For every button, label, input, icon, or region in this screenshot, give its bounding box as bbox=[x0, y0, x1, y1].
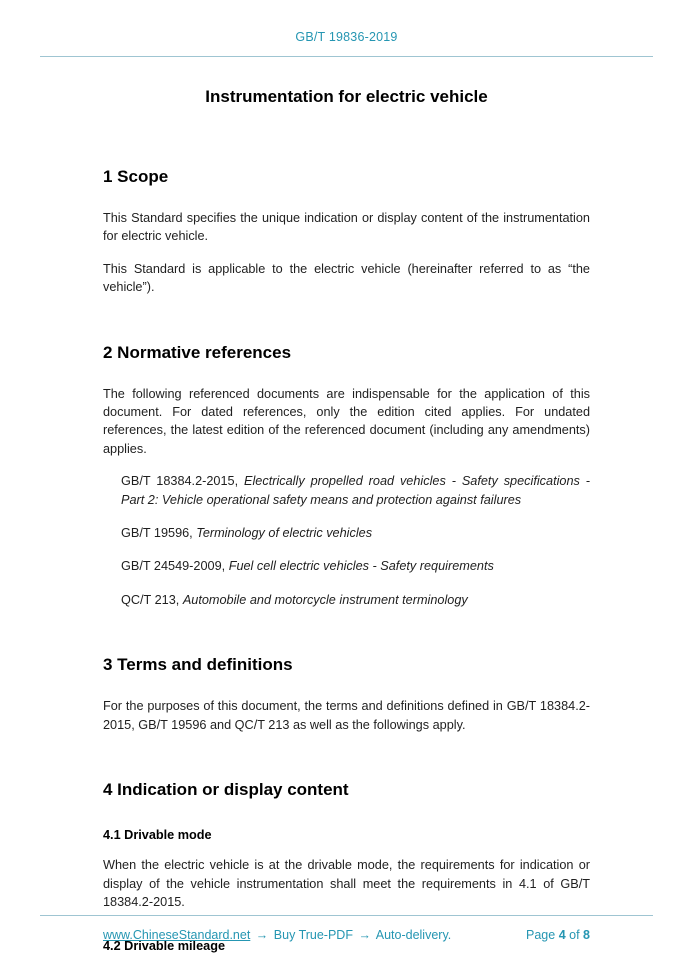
footer-delivery-text: Auto-delivery. bbox=[375, 928, 452, 942]
page-indicator bbox=[526, 928, 590, 942]
footer-row bbox=[0, 928, 693, 942]
document-body bbox=[0, 87, 693, 953]
page-label: Page bbox=[526, 928, 556, 942]
page-footer bbox=[0, 915, 693, 980]
reference-code: GB/T 18384.2-2015, bbox=[121, 474, 245, 489]
normative-references-intro: The following referenced documents are indispensable for the application of this document. For dated references, only the edition cited applies. For undated references, the latest edition of the referenced document (including any amendments) applies. bbox=[103, 386, 590, 456]
subsection-drivable-mileage-heading: 4.2 Drivable mileage bbox=[103, 939, 226, 954]
subsection-drivable-mode-heading: 4.1 Drivable mode bbox=[103, 828, 212, 843]
reference-item bbox=[103, 557, 590, 575]
header-divider bbox=[40, 56, 653, 57]
reference-code: QC/T 213, bbox=[121, 592, 183, 607]
reference-title: Fuel cell electric vehicles - Safety requirements bbox=[228, 559, 494, 574]
document-title: Instrumentation for electric vehicle bbox=[205, 87, 488, 106]
scope-paragraph-2: This Standard is applicable to the electric vehicle (hereinafter referred to as “the vehicle”). bbox=[103, 261, 590, 295]
page-total: 8 bbox=[583, 928, 590, 942]
of-label: of bbox=[569, 928, 580, 942]
terms-paragraph-1: For the purposes of this document, the terms and definitions defined in GB/T 18384.2-2015, GB/T 19596 and QC/T 213 as well as the followings apply. bbox=[103, 699, 590, 732]
reference-title: Electrically propelled road vehicles - Safety specifications - Part 2: Vehicle operational safety means and protection against failures bbox=[121, 474, 590, 507]
reference-item bbox=[103, 524, 590, 542]
reference-code: GB/T 24549-2009, bbox=[121, 559, 229, 574]
section-terms-heading: 3 Terms and definitions bbox=[103, 655, 293, 675]
footer-divider bbox=[40, 915, 653, 916]
scope-paragraph-1: This Standard specifies the unique indication or display content of the instrumentation for electric vehicle. bbox=[103, 211, 590, 244]
reference-title: Terminology of electric vehicles bbox=[196, 526, 373, 541]
section-normative-references-heading: 2 Normative references bbox=[103, 342, 292, 362]
section-indication-heading: 4 Indication or display content bbox=[103, 780, 349, 800]
reference-item bbox=[103, 591, 590, 609]
arrow-right-icon: → bbox=[358, 928, 371, 942]
chinesestandard-link[interactable]: www.ChineseStandard.net bbox=[103, 928, 251, 942]
footer-left bbox=[103, 928, 453, 942]
footer-buy-text: Buy True-PDF bbox=[273, 928, 353, 942]
page-current: 4 bbox=[558, 928, 566, 942]
arrow-right-icon: → bbox=[255, 928, 269, 942]
reference-title: Automobile and motorcycle instrument terminology bbox=[182, 592, 468, 607]
reference-item bbox=[103, 472, 590, 509]
reference-code: GB/T 19596, bbox=[121, 526, 197, 541]
page-header bbox=[0, 0, 693, 44]
section-scope-heading: 1 Scope bbox=[103, 167, 169, 186]
standard-number: GB/T 19836-2019 bbox=[295, 30, 398, 44]
drivable-mode-paragraph-1: When the electric vehicle is at the drivable mode, the requirements for indication or display of the vehicle instrumentation shall meet the requirements in 4.1 of GB/T 18384.2-2015. bbox=[103, 858, 590, 909]
